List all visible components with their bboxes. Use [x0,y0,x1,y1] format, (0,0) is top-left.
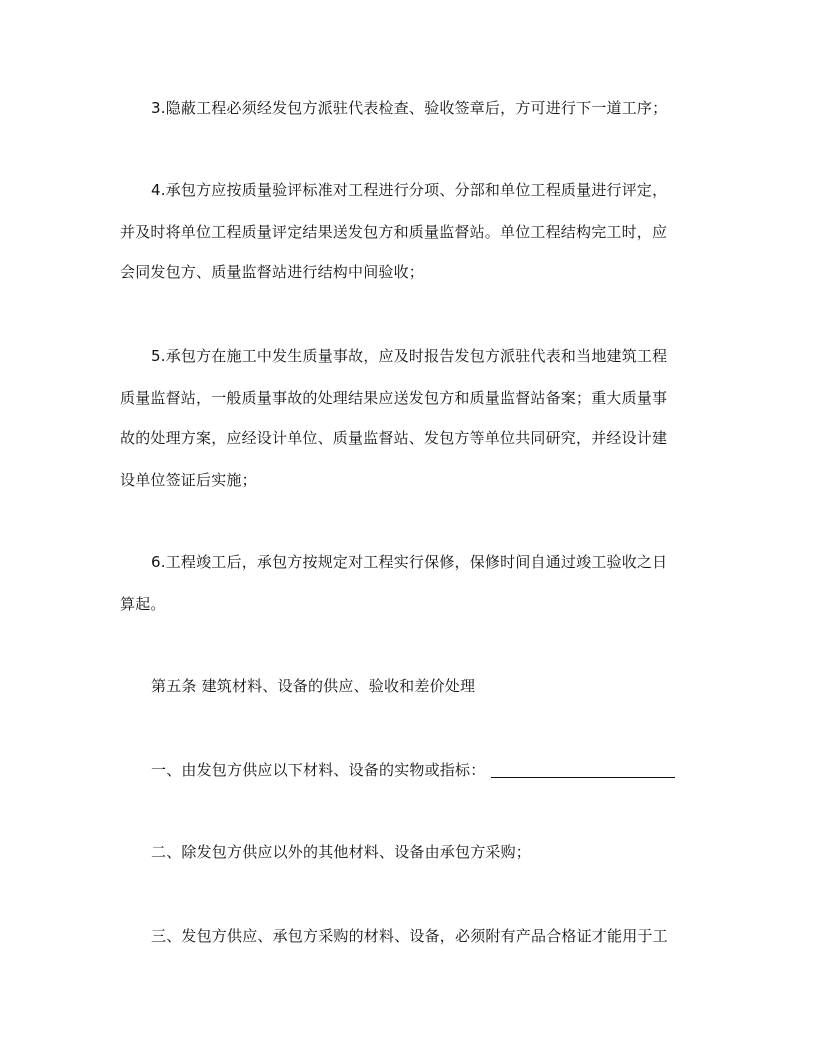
item-2-line: 二、除发包方供应以外的其他材料、设备由承包方采购； [151,843,532,861]
item-1-line [151,760,675,780]
fill-in-blank[interactable] [491,761,675,778]
article-5-heading: 第五条 建筑材料、设备的供应、验收和差价处理 [151,677,476,695]
clause-4-line-1: 4.承包方应按质量验评标准对工程进行分项、分部和单位工程质量进行评定， [151,181,668,199]
clause-5-line-3: 故的处理方案，应经设计单位、质量监督站、发包方等单位共同研究，并经设计建 [120,429,668,447]
clause-6-line-2: 算起。 [120,595,166,613]
clause-4-line-3: 会同发包方、质量监督站进行结构中间验收； [120,263,425,281]
clause-6-line-1: 6.工程竣工后，承包方按规定对工程实行保修，保修时间自通过竣工验收之日 [151,553,668,571]
clause-5-line-2: 质量监督站，一般质量事故的处理结果应送发包方和质量监督站备案；重大质量事 [120,389,668,407]
item-1-text: 一、由发包方供应以下材料、设备的实物或指标： [151,761,486,779]
clause-4-line-2: 并及时将单位工程质量评定结果送发包方和质量监督站。单位工程结构完工时，应 [120,223,668,241]
item-3-line: 三、发包方供应、承包方采购的材料、设备，必须附有产品合格证才能用于工 [151,927,668,945]
clause-5-line-1: 5.承包方在施工中发生质量事故，应及时报告发包方派驻代表和当地建筑工程 [151,347,668,365]
clause-3-line-1: 3.隐蔽工程必须经发包方派驻代表检查、验收签章后，方可进行下一道工序； [151,99,668,117]
clause-5-line-4: 设单位签证后实施； [120,471,257,489]
